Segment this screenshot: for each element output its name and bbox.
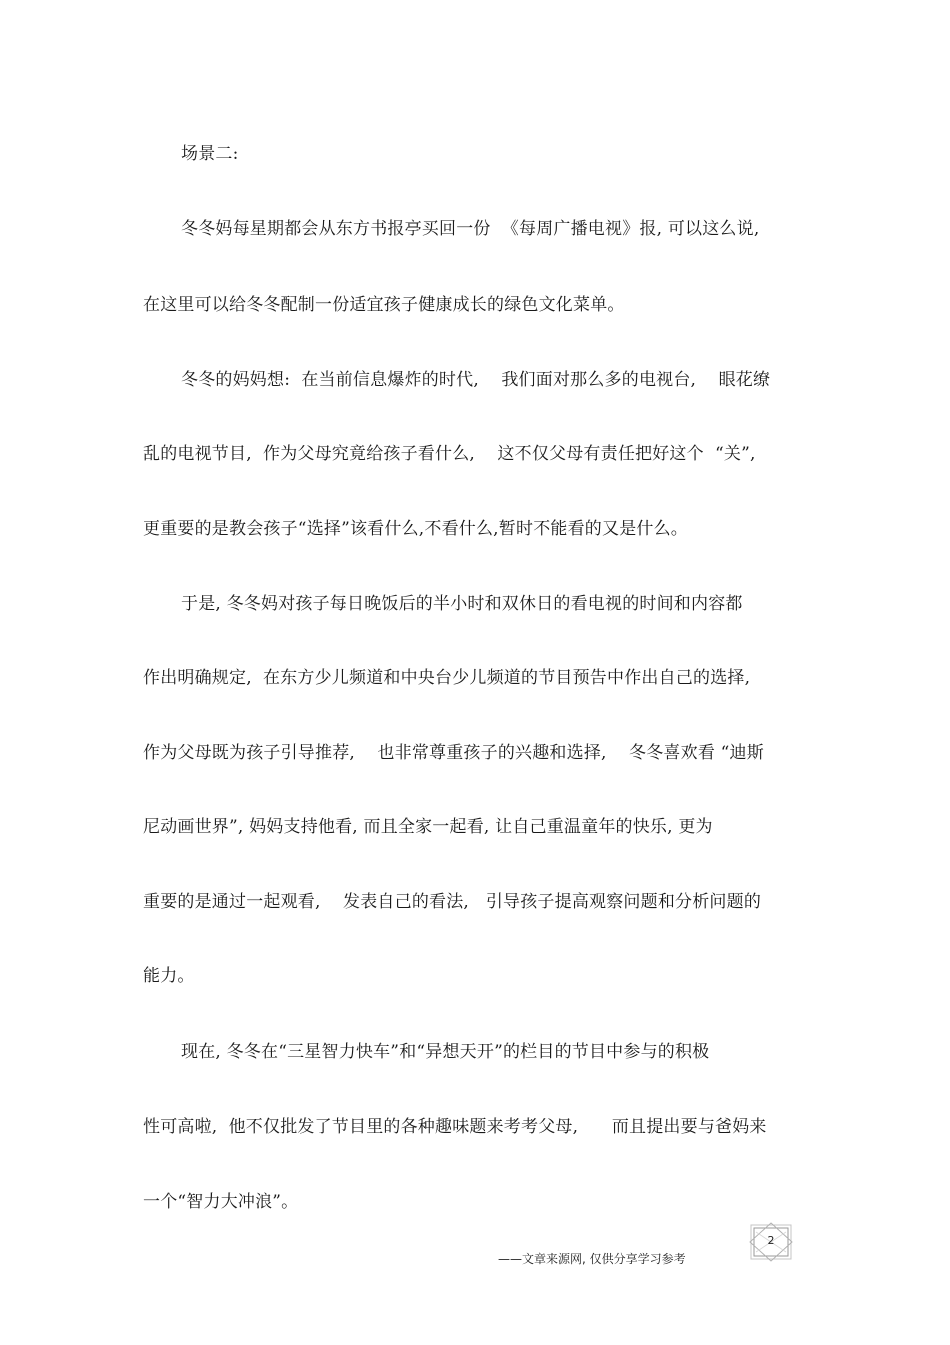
paragraph-line: 冬冬的妈妈想: 在当前信息爆炸的时代, 我们面对那么多的电视台, 眼花缭: [181, 370, 771, 390]
source-note: ——文章来源网, 仅供分享学习参考: [498, 1252, 686, 1266]
page-number: 2: [767, 1234, 775, 1247]
page-number-badge: [748, 1222, 794, 1262]
paragraph-line: 在这里可以给冬冬配制一份适宜孩子健康成长的绿色文化菜单。: [143, 295, 625, 315]
paragraph-line: 尼动画世界”, 妈妈支持他看, 而且全家一起看, 让自己重温童年的快乐, 更为: [143, 817, 713, 837]
paragraph-line: 现在, 冬冬在“三星智力快车”和“异想天开”的栏目的节目中参与的积极: [181, 1042, 710, 1062]
paragraph-line: 能力。: [143, 966, 195, 986]
paragraph-line: 冬冬妈每星期都会从东方书报亭买回一份 《每周广播电视》报, 可以这么说,: [181, 219, 760, 239]
paragraph-line: 乱的电视节目, 作为父母究竟给孩子看什么, 这不仅父母有责任把好这个 “关”,: [143, 444, 756, 464]
paragraph-line: 于是, 冬冬妈对孩子每日晚饭后的半小时和双休日的看电视的时间和内容都: [181, 594, 743, 614]
paragraph-line: 更重要的是教会孩子“选择”该看什么,不看什么,暂时不能看的又是什么。: [143, 519, 688, 539]
paragraph-line: 重要的是通过一起观看, 发表自己的看法, 引导孩子提高观察问题和分析问题的: [143, 892, 762, 912]
paragraph-line: 作出明确规定, 在东方少儿频道和中央台少儿频道的节目预告中作出自己的选择,: [143, 668, 751, 688]
paragraph-line: 作为父母既为孩子引导推荐, 也非常尊重孩子的兴趣和选择, 冬冬喜欢看 “迪斯: [143, 743, 764, 763]
scene-heading: 场景二:: [181, 144, 239, 164]
paragraph-line: 一个“智力大冲浪”。: [143, 1192, 299, 1212]
paragraph-line: 性可高啦, 他不仅批发了节目里的各种趣味题来考考父母, 而且提出要与爸妈来: [143, 1117, 767, 1137]
